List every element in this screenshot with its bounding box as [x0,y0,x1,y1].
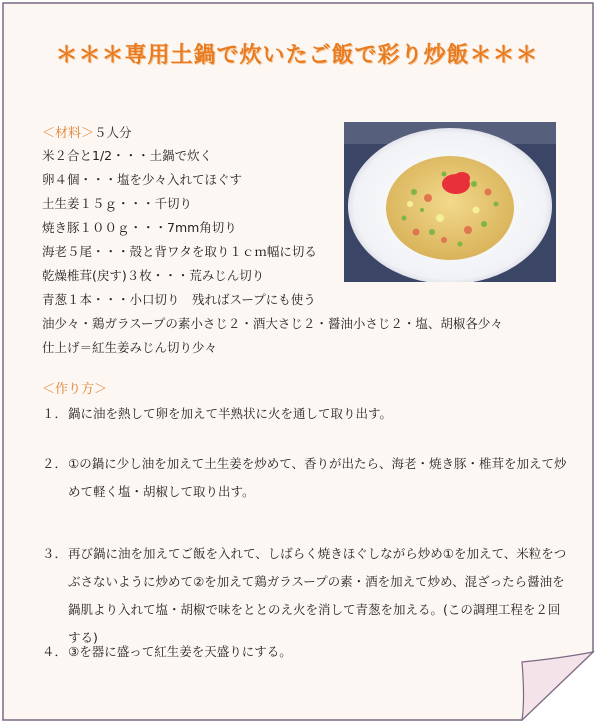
method-heading: ＜作り方＞ [42,382,108,397]
fried-rice-photo [344,122,556,282]
recipe-title: ＊＊＊専用土鍋で炊いたご飯で彩り炒飯＊＊＊ [55,43,539,68]
ingredient-item: 米２合と1/2・・・土鍋で炊く [42,148,213,163]
ingredients-heading: ＜材料＞ [42,126,95,141]
step-text: ①の鍋に少し油を加えて土生姜を炒めて、香りが出たら、海老・焼き豚・椎茸を加えて炒めて軽く塩・胡椒して取り出す。 [68,456,567,499]
ingredient-item: 油少々・鶏ガラスープの素小さじ２・酒大さじ２・醤油小さじ２・塩、胡椒各少々 [42,316,503,331]
method-step [42,400,572,428]
recipe-card [2,2,595,721]
ingredients-heading-line [42,125,132,142]
step-number: １． [42,406,68,421]
servings: ５人分 [94,125,132,140]
method-step [42,540,572,652]
ingredient-item: 焼き豚１００ｇ・・・7mm角切り [42,220,237,235]
method-step [42,638,572,666]
step-number: ３． [42,546,68,561]
step-number: ４． [42,644,68,659]
ingredient-item: 仕上げ＝紅生姜みじん切り少々 [42,340,218,355]
ingredient-item: 青葱１本・・・小口切り 残ればスープにも使う [42,292,316,307]
ingredient-item: 海老５尾・・・殻と背ワタを取り１ｃｍ幅に切る [42,244,317,259]
ingredient-item: 卵４個・・・塩を少々入れてほぐす [42,172,243,187]
ingredient-item: 乾燥椎茸(戻す)３枚・・・荒みじん切り [42,268,265,283]
step-number: ２． [42,456,68,471]
step-text: 鍋に油を熱して卵を加えて半熟状に火を通して取り出す。 [68,406,393,421]
step-text: 再び鍋に油を加えてご飯を入れて、しばらく焼きほぐしながら炒め①を加えて、米粒をつぶさないように炒めて②を加えて鶏ガラスープの素・酒を加えて炒め、混ざったら醤油を鍋肌より入れて塩・胡椒で味をととのえ火を消して青葱を加える。(この調理工程を２回する) [68,546,567,645]
ingredient-item: 土生姜１５ｇ・・・千切り [42,196,193,211]
method-step [42,450,572,506]
step-text: ③を器に盛って紅生姜を天盛りにする。 [68,644,292,659]
